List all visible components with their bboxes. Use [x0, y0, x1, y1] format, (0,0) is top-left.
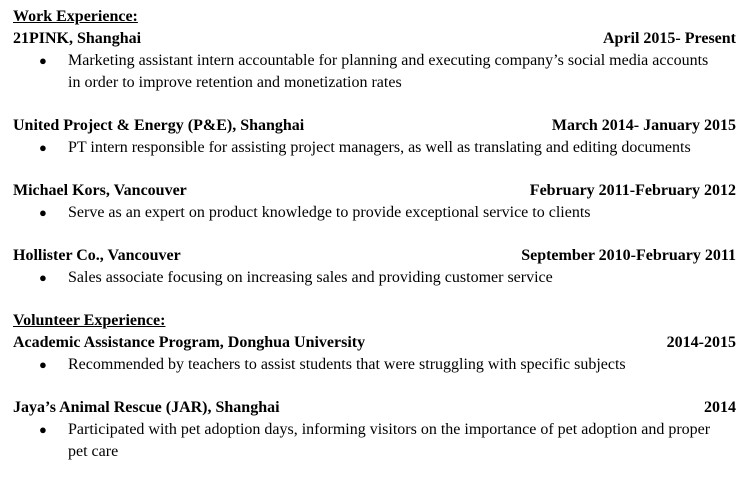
spacer — [13, 159, 736, 180]
resume-page — [13, 6, 736, 463]
date-range: April 2015- Present — [602, 30, 736, 47]
spacer — [13, 224, 736, 245]
organization-name: 21PINK, Shanghai — [13, 30, 142, 47]
spacer — [13, 94, 736, 115]
bullet-icon: ● — [39, 205, 47, 220]
bullet-text: Serve as an expert on product knowledge to provide exceptional service to clients — [68, 204, 591, 221]
bullet-item — [13, 137, 736, 159]
bullet-list — [13, 137, 736, 159]
entry-header — [13, 180, 736, 202]
work-entry-united-project-energy — [13, 115, 736, 159]
bullet-icon: ● — [39, 422, 47, 437]
date-range: 2014 — [704, 399, 736, 416]
bullet-text: Participated with pet adoption days, informing visitors on the importance of pet adoption and proper pet care — [68, 421, 711, 460]
date-range: September 2010-February 2011 — [521, 247, 736, 264]
work-experience-heading: Work Experience: — [13, 8, 138, 25]
bullet-text: Marketing assistant intern accountable for planning and executing company’s social media accounts in order to improve retention and monetization rates — [68, 52, 709, 91]
work-entry-michael-kors — [13, 180, 736, 224]
bullet-item — [13, 50, 736, 94]
bullet-item — [13, 419, 736, 463]
organization-name: Michael Kors, Vancouver — [13, 182, 187, 199]
spacer — [13, 289, 736, 310]
volunteer-entry-academic-assistance — [13, 332, 736, 376]
date-range: 2014-2015 — [666, 334, 736, 351]
bullet-icon: ● — [39, 357, 47, 372]
volunteer-entry-jaya-animal-rescue — [13, 397, 736, 463]
bullet-icon: ● — [39, 140, 47, 155]
work-entry-21pink — [13, 28, 736, 94]
date-range: March 2014- January 2015 — [551, 117, 736, 134]
bullet-list — [13, 419, 736, 463]
organization-name: Jaya’s Animal Rescue (JAR), Shanghai — [13, 399, 280, 416]
organization-name: United Project & Energy (P&E), Shanghai — [13, 117, 305, 134]
work-entry-hollister — [13, 245, 736, 289]
bullet-icon: ● — [39, 53, 47, 68]
entry-header — [13, 115, 736, 137]
bullet-icon: ● — [39, 270, 47, 285]
organization-name: Academic Assistance Program, Donghua University — [13, 334, 366, 351]
bullet-list — [13, 354, 736, 376]
entry-header — [13, 397, 736, 419]
entry-header — [13, 245, 736, 267]
bullet-item — [13, 202, 736, 224]
volunteer-experience-heading: Volunteer Experience: — [13, 312, 166, 329]
entry-header — [13, 28, 736, 50]
bullet-text: Recommended by teachers to assist students that were struggling with specific subjects — [68, 356, 626, 373]
bullet-list — [13, 202, 736, 224]
organization-name: Hollister Co., Vancouver — [13, 247, 181, 264]
bullet-item — [13, 354, 736, 376]
date-range: February 2011-February 2012 — [529, 182, 736, 199]
entry-header — [13, 332, 736, 354]
spacer — [13, 376, 736, 397]
bullet-list — [13, 267, 736, 289]
bullet-text: PT intern responsible for assisting project managers, as well as translating and editing documents — [68, 139, 691, 156]
bullet-item — [13, 267, 736, 289]
bullet-text: Sales associate focusing on increasing sales and providing customer service — [68, 269, 553, 286]
bullet-list — [13, 50, 736, 94]
